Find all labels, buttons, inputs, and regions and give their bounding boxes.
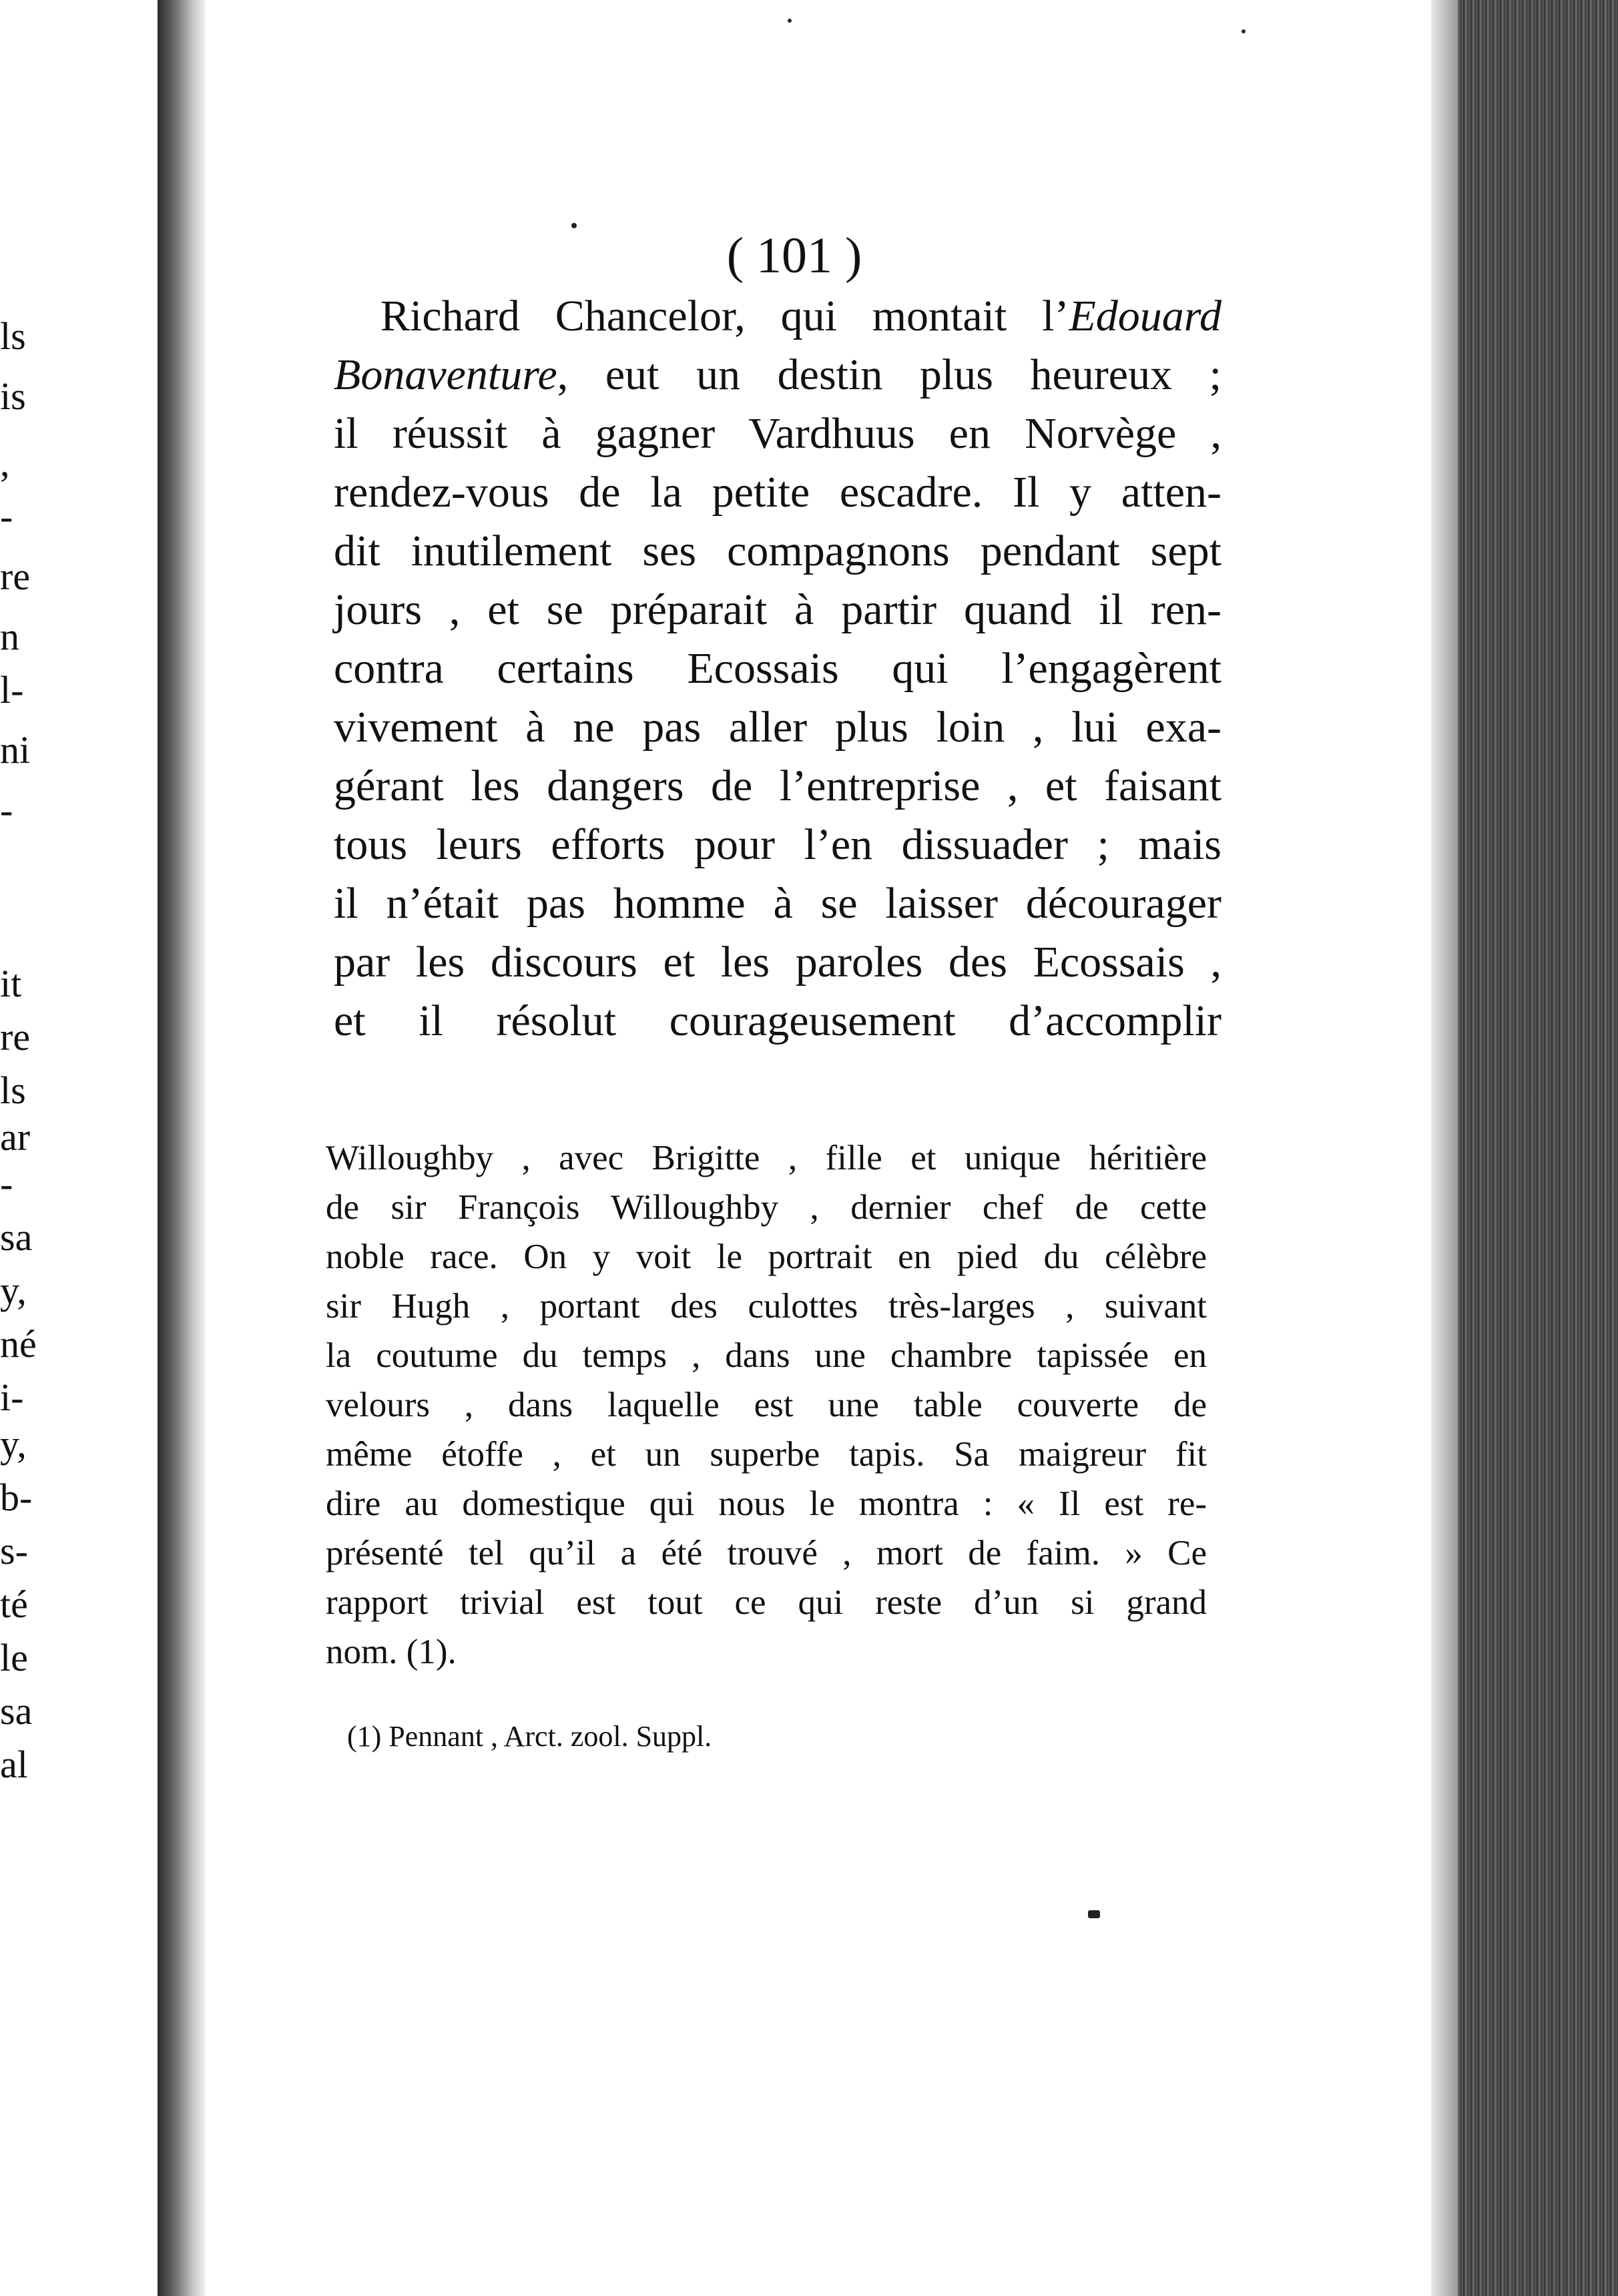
page-block-edge [1431, 0, 1618, 2296]
facing-fragment: , [0, 441, 10, 485]
facing-fragment: ar [0, 1115, 31, 1159]
text-line: et il résolut courageusement d’accomplir [334, 996, 1222, 1045]
facing-fragment: - [0, 1162, 13, 1205]
facing-fragment: it [0, 962, 22, 1005]
text-line: il réussit à gagner Vardhuus en Norvège , [334, 409, 1222, 458]
sub-footnote: (1) Pennant , Arct. zool. Suppl. [347, 1720, 712, 1753]
text-line: il n’était pas homme à se laisser décourager [334, 879, 1222, 928]
footnote-line: noble race. On y voit le portrait en pied du célèbre [326, 1237, 1207, 1276]
footnote-line: nom. (1). [326, 1633, 457, 1671]
facing-fragment: ls [0, 1069, 26, 1112]
text-line: jours , et se préparait à partir quand il ren- [334, 585, 1222, 634]
footnote-line: sir Hugh , portant des culottes très-larges , suivant [326, 1287, 1207, 1326]
facing-fragment: ni [0, 728, 31, 772]
footnote-block [326, 1133, 1207, 1677]
ink-speck [788, 19, 792, 23]
ink-speck [571, 223, 577, 228]
facing-fragment: b- [0, 1476, 33, 1519]
footnote-line: Willoughby , avec Brigitte , fille et unique héritière [326, 1139, 1207, 1177]
text-line: gérant les dangers de l’entreprise , et faisant [334, 762, 1222, 810]
text-line: contra certains Ecossais qui l’engagèrent [334, 644, 1222, 693]
facing-fragment: sa [0, 1215, 33, 1259]
facing-fragment: - [0, 788, 13, 832]
page-number: ( 101 ) [726, 228, 862, 284]
text-line: rendez-vous de la petite escadre. Il y atten- [334, 468, 1222, 517]
facing-fragment: té [0, 1583, 28, 1626]
facing-fragment: al [0, 1743, 28, 1786]
facing-fragment: re [0, 555, 31, 598]
facing-page [0, 0, 158, 2296]
facing-fragment: n [0, 615, 19, 658]
facing-fragment: l- [0, 668, 24, 711]
text-line: par les discours et les paroles des Ecossais , [334, 938, 1222, 986]
binding-gutter [158, 0, 206, 2296]
text-line: dit inutilement ses compagnons pendant sept [334, 527, 1222, 575]
facing-fragment: y, [0, 1269, 27, 1312]
facing-fragment: is [0, 374, 26, 418]
text-line: vivement à ne pas aller plus loin , lui exa- [334, 703, 1222, 752]
text-line: tous leurs efforts pour l’en dissuader ; mais [334, 820, 1222, 869]
footnote-line: la coutume du temps , dans une chambre tapissée en [326, 1336, 1207, 1375]
ink-speck [1088, 1910, 1100, 1918]
facing-fragment: né [0, 1322, 37, 1366]
footnote-line: présenté tel qu’il a été trouvé , mort de faim. » Ce [326, 1534, 1207, 1572]
footnote-line: même étoffe , et un superbe tapis. Sa maigreur fit [326, 1435, 1207, 1474]
facing-fragment: re [0, 1015, 31, 1059]
facing-fragment: s- [0, 1529, 28, 1572]
facing-fragment: y, [0, 1422, 27, 1466]
footnote-line: dire au domestique qui nous le montra : « Il est re- [326, 1484, 1207, 1523]
facing-fragment: - [0, 495, 13, 538]
text-line: Bonaventure, eut un destin plus heureux ; [334, 350, 1222, 399]
footnote-line: velours , dans laquelle est une table couverte de [326, 1386, 1207, 1424]
footnote-line: de sir François Willoughby , dernier chef de cette [326, 1188, 1207, 1227]
facing-fragment: sa [0, 1689, 33, 1733]
main-text [334, 287, 1222, 1051]
facing-fragment: le [0, 1636, 28, 1679]
ink-speck [1242, 29, 1246, 33]
text-line: Richard Chancelor, qui montait l’Edouard [380, 292, 1222, 340]
facing-fragment: ls [0, 314, 26, 358]
facing-fragment: i- [0, 1376, 24, 1419]
footnote-line: rapport trivial est tout ce qui reste d’un si grand [326, 1583, 1207, 1622]
facing-page-text [0, 0, 158, 2296]
